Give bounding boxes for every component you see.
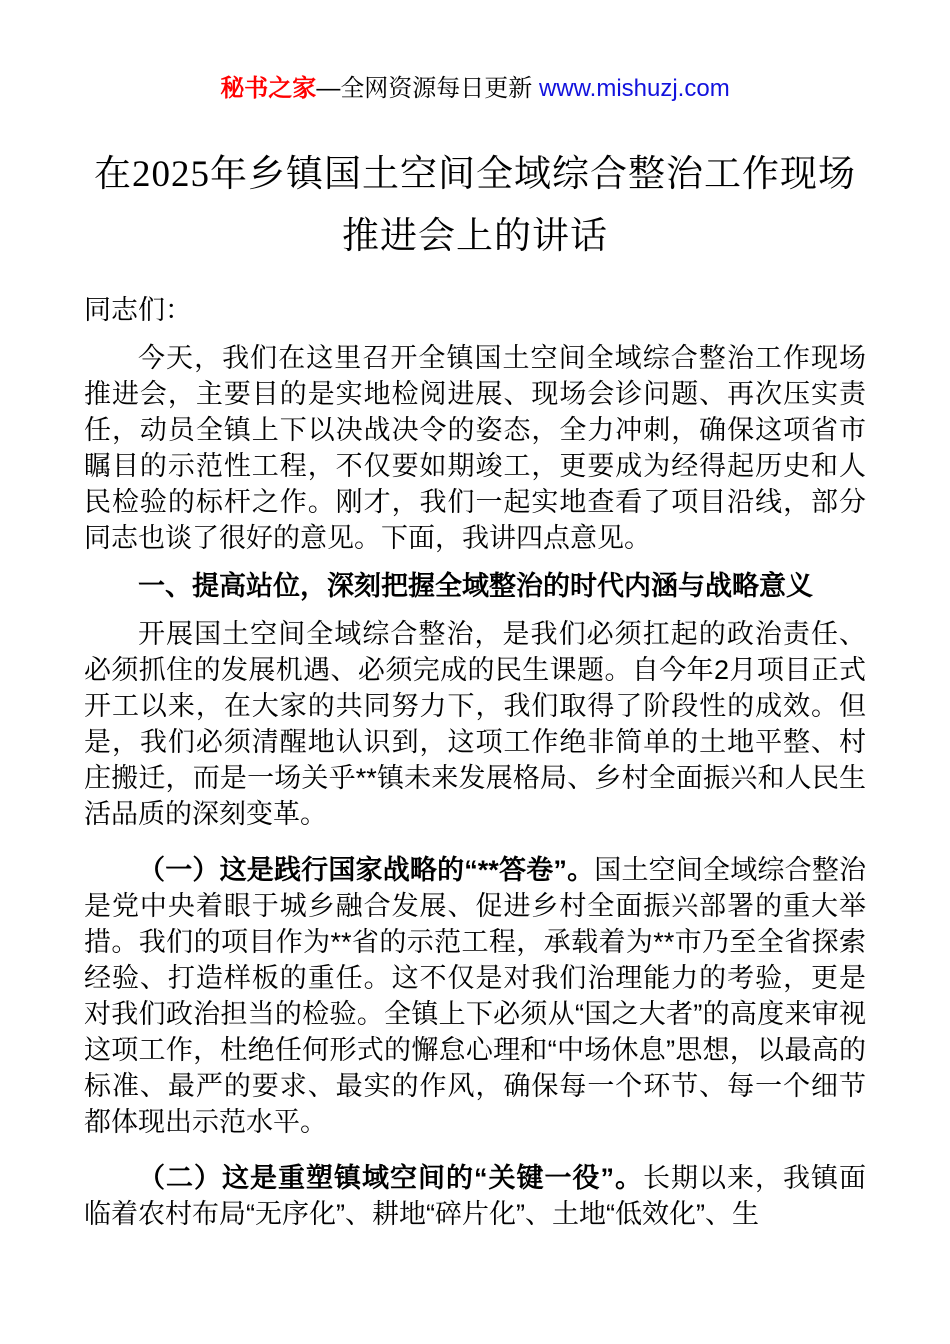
paragraph-item-1-lead: （一）这是践行国家战略的“**答卷”。 — [138, 855, 595, 885]
document-title — [0, 144, 950, 268]
paragraph-overview: 开展国土空间全域综合整治，是我们必须扛起的政治责任、必须抓住的发展机遇、必须完成的民生课题。自今年2月项目正式开工以来，在大家的共同努力下，我们取得了阶段性的成效。但是，我们必须清醒地认识到，这项工作绝非简单的土地平整、村庄搬迁，而是一场关乎**镇未来发展格局、乡村全面振兴和人民生活品质的深刻变革。 — [84, 619, 866, 829]
section-heading-1: 一、提高站位，深刻把握全域整治的时代内涵与战略意义 — [138, 571, 813, 601]
document-body — [0, 292, 950, 1232]
paragraph-item-2-text: 长期以来，我镇面临着农村布局“无序化”、耕地“碎片化”、土地“低效化”、生 — [84, 1163, 866, 1229]
header-separator: — — [316, 75, 341, 102]
document-title-line-2: 推进会上的讲话 — [342, 216, 608, 257]
paragraph-item-1 — [84, 852, 866, 1140]
paragraph-item-2-lead: （二）这是重塑镇域空间的“关键一役”。 — [138, 1163, 643, 1193]
paragraph-item-1-text: 国土空间全域综合整治是党中央着眼于城乡融合发展、促进乡村全面振兴部署的重大举措。我们的项目作为**省的示范工程，承载着为**市乃至全省探索经验、打造样板的重任。这不仅是对我们治理能力的考验，更是对我们政治担当的检验。全镇上下必须从“国之大者”的高度来审视这项工作，杜绝任何形式的懈怠心理和“中场休息”思想，以最高的标准、最严的要求、最实的作风，确保每一个环节、每一个细节都体现出示范水平。 — [84, 855, 867, 1137]
salutation: 同志们： — [84, 295, 192, 325]
paragraph-item-2 — [84, 1160, 866, 1232]
header-tagline: 全网资源每日更新 — [340, 75, 539, 102]
paragraph-intro: 今天，我们在这里召开全镇国土空间全域综合整治工作现场推进会，主要目的是实地检阅进展、现场会诊问题、再次压实责任，动员全镇上下以决战决令的姿态，全力冲刺，确保这项省市瞩目的示范性工程，不仅要如期竣工，更要成为经得起历史和人民检验的标杆之作。刚才，我们一起实地查看了项目沿线，部分同志也谈了很好的意见。下面，我讲四点意见。 — [84, 343, 866, 553]
document-title-line-1: 在2025年乡镇国土空间全域综合整治工作现场 — [94, 154, 856, 195]
site-header — [0, 74, 950, 104]
brand-name: 秘书之家 — [220, 75, 317, 102]
site-url-link[interactable]: www.mishuzj.com — [538, 75, 730, 102]
